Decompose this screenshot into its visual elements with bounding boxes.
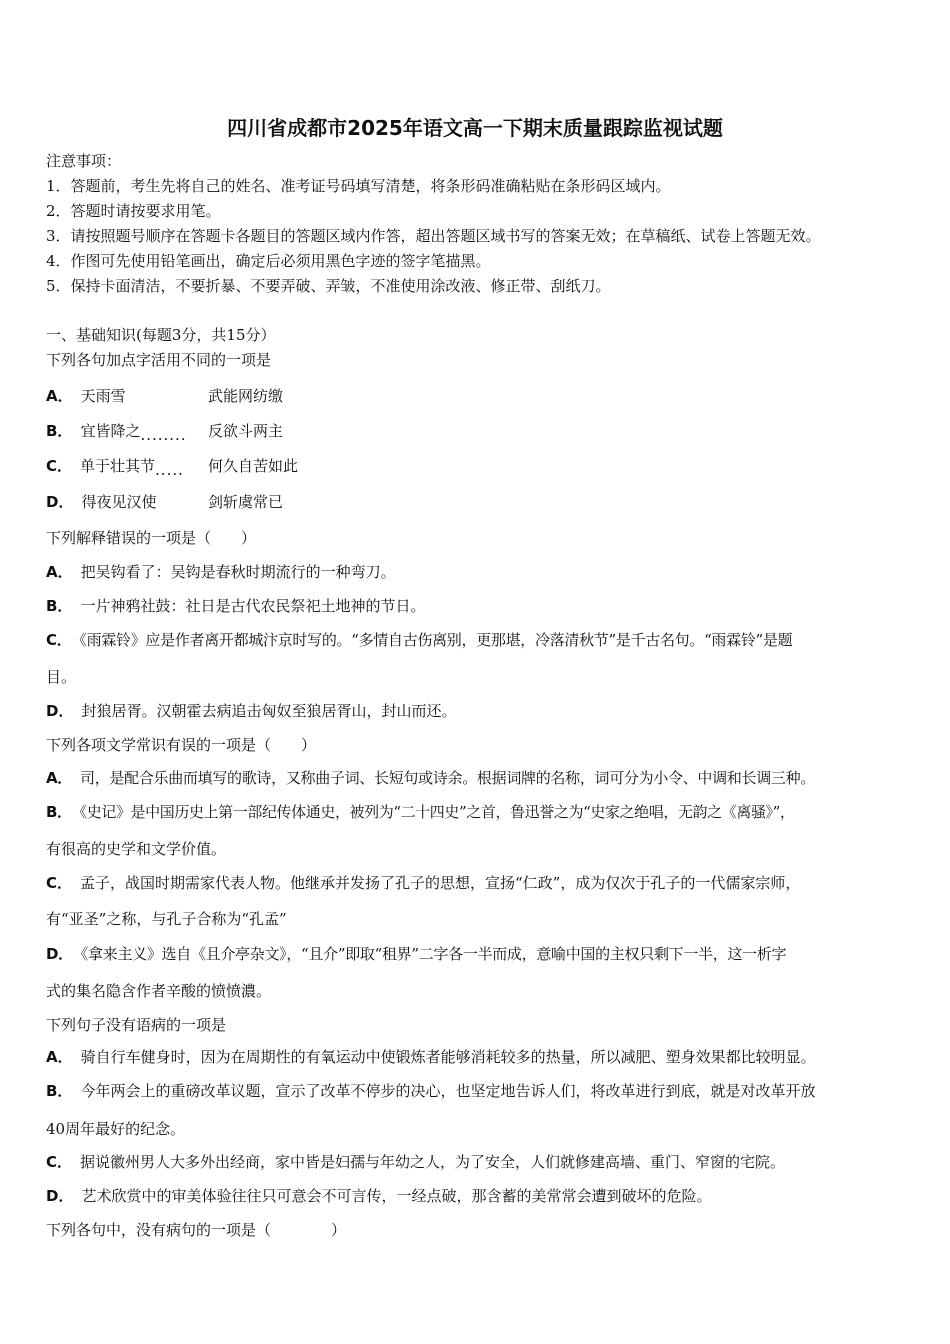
option-text: 今年两会上的重磅改革议题，宣示了改革不停步的决心，也坚定地告诉人们，将改革进行到底，就是对改革开放 [80, 1082, 816, 1100]
option-text: 《雨霖铃》应是作者离开都城汴京时写的。“多情自古伤离别，更那堪，冷落清秋节”是千古名句。“雨霖铃”是题 [79, 631, 793, 649]
option-text: 一片神鸦社鼓：社日是古代农民祭祀土地神的节日。 [80, 597, 426, 615]
option-label: D． [46, 945, 73, 963]
question-3-option-c [46, 874, 800, 892]
notice-item-2: 2．答题时请按要求用笔。 [46, 202, 221, 220]
question-3-option-a [46, 769, 815, 787]
question-2-option-b [46, 597, 425, 615]
question-2-option-c [46, 631, 792, 649]
question-2-option-d [46, 702, 456, 720]
question-4-option-d [46, 1187, 711, 1205]
option-label: C． [46, 457, 73, 475]
question-1-option-d [46, 493, 646, 511]
question-2-option-c-cont: 目。 [46, 668, 77, 686]
question-1-option-a [46, 387, 646, 405]
option-text: 艺术欣赏中的审美体验往往只可意会不可言传，一经点破，那含蓄的美常常会遭到破坏的危险。 [81, 1187, 712, 1205]
question-4-option-c [46, 1153, 785, 1171]
option-text: 封狼居胥。汉朝霍去病追击匈奴至狼居胥山，封山而还。 [81, 702, 457, 720]
notice-item-1: 1．答题前，考生先将自己的姓名、准考证号码填写清楚，将条形码准确粘贴在条形码区域内。 [46, 177, 671, 195]
option-text: 骑自行车健身时，因为在周期性的有氧运动中使锻炼者能够消耗较多的热量，所以减肥、塑身效果都比较明显。 [80, 1048, 816, 1066]
question-4-option-b [46, 1082, 815, 1100]
notice-item-4: 4．作图可先使用铅笔画出，确定后必须用黑色字迹的签字笔描黑。 [46, 252, 491, 270]
notice-heading: 注意事项： [46, 152, 122, 170]
page-title: 四川省成都市2025年语文高一下期末质量跟踪监视试题 [227, 116, 723, 140]
question-1-option-c [46, 457, 646, 479]
question-5-stem: 下列各句中，没有病句的一项是（ ） [46, 1221, 347, 1239]
option-right-text: 反欲斗两主 [208, 422, 284, 440]
option-label: B． [46, 597, 73, 615]
question-2-stem: 下列解释错误的一项是（ ） [46, 529, 257, 547]
question-4-stem: 下列句子没有语病的一项是 [46, 1016, 227, 1034]
notice-item-5: 5．保持卡面清洁，不要折暴、不要弄破、弄皱，不准使用涂改液、修正带、刮纸刀。 [46, 277, 611, 295]
option-left-text: 单于壮其节 [80, 457, 156, 475]
option-label: B． [46, 1082, 73, 1100]
option-left-text: 得夜见汉使 [81, 493, 157, 511]
question-3-option-d-cont: 式的集名隐含作者辛酸的愤愤濃。 [46, 982, 272, 1000]
question-3-option-b [46, 803, 795, 821]
option-label: C． [46, 874, 73, 892]
option-text: 据说徽州男人大多外出经商，家中皆是妇孺与年幼之人，为了安全，人们就修建高墙、重门、窄窗的宅院。 [80, 1153, 786, 1171]
option-label: A． [46, 563, 73, 581]
option-text: 孟子，战国时期需家代表人物。他继承并发扬了孔子的思想，宣扬“仁政”，成为仅次于孔子的一代儒家宗师， [80, 874, 801, 892]
option-label: B． [46, 803, 72, 821]
option-text: 司，是配合乐曲而填写的歌诗，又称曲子词、长短句或诗余。根据词牌的名称，词可分为小令、中调和长调三种。 [80, 769, 816, 787]
question-1-option-b [46, 422, 646, 444]
option-text: 把吴钩看了：吴钩是春秋时期流行的一种弯刀。 [80, 563, 396, 581]
question-3-option-c-cont: 有“亚圣”之称，与孔子合称为“孔孟” [46, 910, 287, 928]
question-1-stem: 下列各句加点字活用不同的一项是 [46, 351, 272, 369]
notice-item-3: 3．请按照题号顺序在答题卡各题目的答题区域内作答，超出答题区域书写的答案无效；在草稿纸、试卷上答题无效。 [46, 227, 821, 245]
option-right-text: 剑斩虞常已 [208, 493, 284, 511]
option-label: A． [46, 387, 73, 405]
question-2-option-a [46, 563, 396, 581]
option-right-text: 武能网纺缴 [208, 387, 284, 405]
question-4-option-a [46, 1048, 816, 1066]
option-left-text: 天雨雪 [80, 387, 126, 405]
question-3-stem: 下列各项文学常识有误的一项是（ ） [46, 736, 317, 754]
question-3-option-b-cont: 有很高的史学和文学价值。 [46, 840, 227, 858]
option-left-text: 宜皆降之 [80, 422, 141, 440]
option-right-text: 何久自苦如此 [208, 457, 299, 475]
option-label: D． [46, 702, 74, 720]
option-label: A． [46, 769, 73, 787]
option-label: D． [46, 493, 74, 511]
option-label: D． [46, 1187, 74, 1205]
option-label: C． [46, 631, 72, 649]
option-label: A． [46, 1048, 73, 1066]
question-3-option-d [46, 945, 786, 963]
option-label: B． [46, 422, 73, 440]
emphasis-dots: ..... [155, 461, 184, 479]
option-text: 《史记》是中国历史上第一部纪传体通史，被列为“二十四史”之首，鲁迅誉之为“史家之绝唱，无韵之《离骚》”， [79, 803, 795, 821]
option-label: C． [46, 1153, 73, 1171]
emphasis-dots: ........ [140, 426, 187, 444]
option-text: 《拿来主义》选自《且介亭杂文》，“且介”即取“租界”二字各一半而成，意喻中国的主权只剩下一半，这一析字 [80, 945, 787, 963]
question-4-option-b-cont: 40周年最好的纪念。 [46, 1120, 186, 1138]
section-heading: 一、基础知识(每题3分，共15分） [46, 326, 276, 344]
